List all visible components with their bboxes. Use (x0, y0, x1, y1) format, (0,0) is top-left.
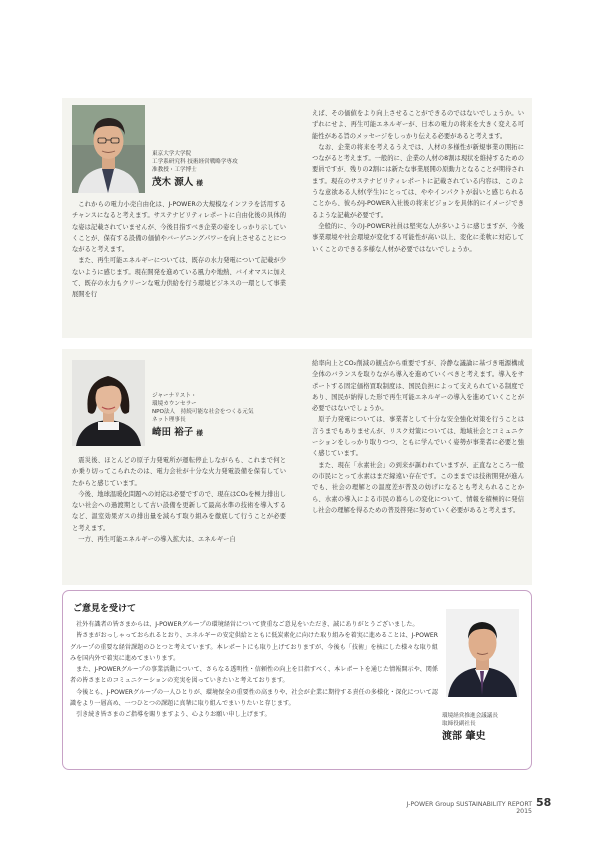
comment-paragraph: 原子力発電については、事業者として十分な安全強化対策を行うことは言うまでもありませんが、リスク対策については、地域社会とコミュニケーションをしっかり取りつつ、ともに学んでいく姿勢が事業者に必要と強く感じています。 (312, 416, 524, 458)
profile-watanabe (442, 712, 498, 742)
honorific: 様 (196, 429, 203, 437)
response-paragraph: 社外有識者の皆さまからは、J-POWERグループの環境経営について貴重なご意見をいただき、誠にありがとうございました。 (76, 621, 419, 628)
commenter-name (152, 177, 238, 189)
comment-paragraph: また、現在「水素社会」の到来が謳われていますが、正直なところ一般の市民にとって水素はまだ縁遠い存在です。このままでは技術開発が進んでも、社会の理解との温度差が普及の妨げになるとも考えられることから、水素の導入による市民の暮らしの変化について、情報を積極的に発信し社会の理解を得るための普及啓発に努めていく必要があると考えます。 (312, 461, 524, 514)
comment-paragraph: 全般的に、今のJ-POWER社員は堅実な人が多いように感じますが、今後事業環境や社会環境が変化する可能性が高い以上、変化に柔軟に対応していくことのできる多様な人材が必要ではないでしょうか。 (312, 222, 524, 253)
response-paragraph: 引き続き皆さまのご指導を賜りますよう、心よりお願い申し上げます。 (76, 711, 271, 719)
signer-name: 渡部 肇史 (442, 731, 486, 742)
response-paragraph: また、J-POWERグループの事業活動について、さらなる透明性・信頼性の向上を目指すべく、本レポートを通じた情報開示や、関係者の皆さまとのコミュニケーションの充実を図っていきたいと考えております。 (70, 666, 438, 685)
affiliation-line: 東京大学大学院 (152, 151, 192, 157)
response-body (70, 619, 438, 721)
affiliation-line: 工学系研究科 技術経営戦略学専攻 (152, 159, 238, 165)
comment-paragraph: 震災後、ほとんどの原子力発電所が運転停止しながらも、これまで何とか乗り切ってこられたのは、電力会社が十分な火力発電設備を保有していたからと感じています。 (72, 457, 286, 487)
signer-title-line: 取締役副社長 (442, 721, 476, 727)
comment-column-mogi-right (312, 108, 524, 255)
response-paragraph: 今後とも、J-POWERグループの一人ひとりが、環境保全の重要性の高まりや、社会が企業に期待する責任の多様化・深化について認識をより一層高め、一つひとつの課題に真摯に取り組んでまいりたいと存じます。 (70, 688, 438, 708)
affiliation-line: 准教授・工学博士 (152, 167, 197, 173)
comment-column-sakita-right (312, 358, 524, 516)
signer-title-line: 環境経営推進会議議長 (442, 713, 498, 719)
affiliation-line: NPO法人 持続可能な社会をつくる元気 (152, 409, 254, 415)
profile-sakita (152, 392, 253, 439)
name-text: 崎田 裕子 (152, 427, 194, 438)
comment-column-mogi-left (72, 199, 286, 301)
affiliation-line: ジャーナリスト・ (152, 393, 197, 399)
portrait-sakita (72, 360, 145, 446)
page-number: 58 (536, 796, 552, 809)
affiliation-line: 環境カウンセラー (152, 401, 197, 407)
honorific: 様 (196, 179, 203, 187)
name-text: 茂木 源人 (152, 177, 194, 188)
affiliation-line: ネット理事長 (152, 417, 186, 423)
profile-mogi (152, 150, 238, 189)
comment-paragraph: 今後、地球温暖化問題への対応は必要ですので、現在はCO₂を極力排出しない社会への過渡期として古い設備を更新して最高水準の技術を導入するなど、温室効果ガスの排出量を減らす取り組みを徹底して行うことが必要と考えます。 (72, 490, 286, 532)
comment-paragraph: これからの電力小売自由化は、J-POWERの大規模なインフラを活用するチャンスになると考えます。サステナビリティレポートに自由化後の具体的な姿は記載されていませんが、今後目指すべき企業の姿をしっかり示していくことが、保有する設備の価値やバーゲニングパワーを向上させることにつながると考えます。 (72, 201, 286, 254)
comment-paragraph: えば、その価値をより向上させることができるのではないでしょうか。いずれにせよ、再生可能エネルギーが、日本の電力の将来を大きく変える可能性がある旨のメッセージをしっかり伝える必要があると考えます。 (312, 110, 524, 140)
comment-paragraph: 一方、再生可能エネルギーの導入拡大は、エネルギー自 (78, 536, 236, 544)
report-title: J-POWER Group SUSTAINABILITY REPORT 2015 (406, 801, 532, 815)
commenter-name (152, 427, 253, 439)
response-title: ご意見を受けて (73, 604, 137, 614)
comment-column-sakita-left (72, 455, 286, 545)
comment-paragraph: 給率向上とCO₂削減の観点から重要ですが、冷静な議論に基づき電源構成全体のバランスを取りながら導入を進めていくべきと考えます。導入をサポートする固定価格買取制度は、国民負担によって支えられている制度であり、国民が納得した形で再生可能エネルギーの導入を進めていくことが必要ではないでしょうか。 (312, 360, 524, 413)
portrait-mogi (72, 105, 145, 193)
comment-paragraph: また、再生可能エネルギーについては、既存の水力発電について記載が少ないように感じます。現在開発を進めている風力や地熱、バイオマスに加えて、既存の水力もクリーンな電力供給を行う環境ビジネスの一環として事業展開を行 (72, 257, 286, 299)
comment-paragraph: なお、企業の将来を考えるうえでは、人材の多様性が新規事業の開拓につながると考えます。一般的に、企業の人材の8割は現状を維持するための要員ですが、残りの2割には新たな事業展開の原動力となることが期待されます。現在のサステナビリティレポートに記載されている内容は、このような意欲ある人材(学生)にとっては、ややインパクトが弱いと感じられることから、彼らがJ-POWER入社後の将来ビジョンを具体的にイメージできるような記載が必要です。 (312, 143, 524, 219)
response-paragraph: 皆さまがおっしゃっておられるとおり、エネルギーの安定供給とともに低炭素化に向けた取り組みを着実に進めることは、J-POWERグループの重要な経営課題のひとつと考えています。本レポートにも取り上げておりますが、今後も「技術」を核にした様々な取り組みを国内外で着実に進めてまいります。 (70, 632, 438, 662)
portrait-watanabe (446, 609, 519, 697)
